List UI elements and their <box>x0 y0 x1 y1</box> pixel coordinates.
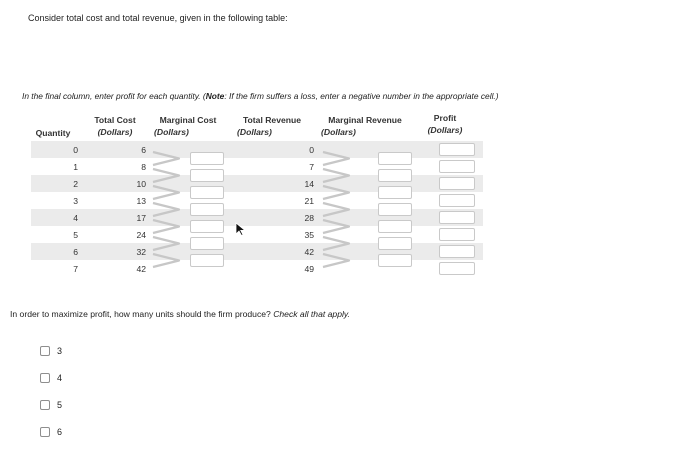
marginal-cost-input[interactable] <box>190 152 224 165</box>
marginal-revenue-input[interactable] <box>378 152 412 165</box>
option-label: 4 <box>57 373 63 383</box>
profit-input[interactable] <box>439 228 475 241</box>
cell-total-revenue: 49 <box>304 264 314 274</box>
marginal-cost-input[interactable] <box>190 186 224 199</box>
profit-input[interactable] <box>439 211 475 224</box>
marginal-revenue-input[interactable] <box>378 254 412 267</box>
checkbox[interactable] <box>40 427 50 437</box>
cell-total-cost: 42 <box>136 264 146 274</box>
chevron-right-icon <box>320 201 360 218</box>
header-marginal-revenue: Marginal Revenue (Dollars) <box>321 115 402 137</box>
chevron-right-icon <box>150 201 190 218</box>
cell-quantity: 4 <box>73 213 78 223</box>
chevron-right-icon <box>320 150 360 167</box>
cell-total-cost: 10 <box>136 179 146 189</box>
instruction-prefix: In the final column, enter profit for each quantity. ( <box>22 91 206 101</box>
question-text: In order to maximize profit, how many units should the firm produce? Check all that apply. <box>10 309 350 319</box>
cell-total-cost: 24 <box>136 230 146 240</box>
cell-total-revenue: 42 <box>304 247 314 257</box>
checkbox[interactable] <box>40 346 50 356</box>
header-profit: Profit (Dollars) <box>427 113 463 135</box>
marginal-revenue-input[interactable] <box>378 203 412 216</box>
chevron-right-icon <box>150 235 190 252</box>
marginal-revenue-input[interactable] <box>378 237 412 250</box>
chevron-right-icon <box>150 167 190 184</box>
marginal-revenue-input[interactable] <box>378 169 412 182</box>
marginal-revenue-input[interactable] <box>378 220 412 233</box>
chevron-right-icon <box>320 167 360 184</box>
row-stripe <box>31 141 483 158</box>
header-marginal-cost: Marginal Cost (Dollars) <box>154 115 217 137</box>
header-quantity: Quantity <box>35 128 71 138</box>
chevron-right-icon <box>150 218 190 235</box>
profit-input[interactable] <box>439 194 475 207</box>
cell-quantity: 2 <box>73 179 78 189</box>
profit-input[interactable] <box>439 177 475 190</box>
cell-total-revenue: 21 <box>304 196 314 206</box>
profit-input[interactable] <box>439 262 475 275</box>
cell-quantity: 3 <box>73 196 78 206</box>
marginal-cost-input[interactable] <box>190 220 224 233</box>
profit-input[interactable] <box>439 143 475 156</box>
option-label: 3 <box>57 346 63 356</box>
chevron-right-icon <box>320 218 360 235</box>
checkbox[interactable] <box>40 373 50 383</box>
cell-total-cost: 13 <box>136 196 146 206</box>
cell-total-cost: 6 <box>141 145 146 155</box>
instruction-note-text: : If the firm suffers a loss, enter a negative number in the appropriate cell.) <box>224 91 499 101</box>
chevron-right-icon <box>320 235 360 252</box>
cell-total-revenue: 35 <box>304 230 314 240</box>
chevron-right-icon <box>150 252 190 269</box>
chevron-right-icon <box>320 252 360 269</box>
header-total-cost: Total Cost (Dollars) <box>94 115 136 137</box>
marginal-cost-input[interactable] <box>190 254 224 267</box>
option-label: 5 <box>57 400 63 410</box>
cell-total-cost: 8 <box>141 162 146 172</box>
cell-quantity: 5 <box>73 230 78 240</box>
cell-quantity: 0 <box>73 145 78 155</box>
marginal-revenue-input[interactable] <box>378 186 412 199</box>
cell-total-cost: 32 <box>136 247 146 257</box>
cell-quantity: 6 <box>73 247 78 257</box>
row-stripe <box>31 209 483 226</box>
cell-total-revenue: 14 <box>304 179 314 189</box>
header-total-revenue: Total Revenue (Dollars) <box>237 115 302 137</box>
chevron-right-icon <box>150 150 190 167</box>
instruction-note-label: Note <box>205 91 225 101</box>
checkbox[interactable] <box>40 400 50 410</box>
marginal-cost-input[interactable] <box>190 169 224 182</box>
row-stripe <box>31 243 483 260</box>
option-5[interactable] <box>40 398 62 412</box>
cell-total-cost: 17 <box>136 213 146 223</box>
option-label: 6 <box>57 427 63 437</box>
instruction-text <box>22 91 499 101</box>
cell-total-revenue: 28 <box>304 213 314 223</box>
row-stripe <box>31 175 483 192</box>
cell-total-revenue: 7 <box>309 162 314 172</box>
option-6[interactable] <box>40 425 62 439</box>
intro-text: Consider total cost and total revenue, given in the following table: <box>28 13 288 23</box>
cell-total-revenue: 0 <box>309 145 314 155</box>
chevron-right-icon <box>320 184 360 201</box>
option-4[interactable] <box>40 371 62 385</box>
marginal-cost-input[interactable] <box>190 203 224 216</box>
mouse-cursor-icon <box>235 222 247 236</box>
option-3[interactable] <box>40 344 62 358</box>
chevron-right-icon <box>150 184 190 201</box>
profit-input[interactable] <box>439 160 475 173</box>
marginal-cost-input[interactable] <box>190 237 224 250</box>
cell-quantity: 7 <box>73 264 78 274</box>
cell-quantity: 1 <box>73 162 78 172</box>
profit-input[interactable] <box>439 245 475 258</box>
